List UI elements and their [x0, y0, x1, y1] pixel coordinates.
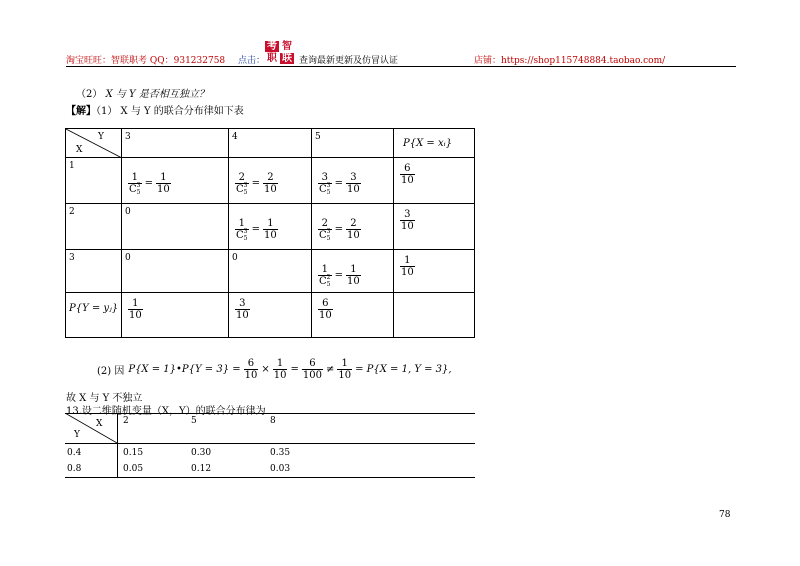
fraction [302, 358, 323, 381]
row-label-cell [66, 250, 122, 293]
frac-num: 6 [322, 298, 329, 309]
fraction [318, 298, 333, 321]
equals-sign: = [144, 178, 154, 189]
prob-expression [318, 218, 361, 241]
table-row [66, 204, 475, 250]
header-verify-text: 查询最新更新及仿冒认证 [299, 56, 399, 66]
eq-lhs: P{X = 1}•P{Y = 3} = [128, 364, 241, 375]
not-equal-sign: ≠ [325, 364, 335, 375]
row-label: 3 [69, 253, 75, 263]
logo-char: 智 [282, 41, 292, 52]
equals-sign: = [334, 224, 344, 235]
corner-x-label: X [76, 145, 83, 155]
corner-cell [66, 129, 122, 158]
frac-num: 1 [160, 172, 167, 183]
table-cell [312, 250, 394, 293]
question-2 [76, 85, 209, 100]
header-contact: 淘宝旺旺：智联职考 QQ：931232758 [66, 56, 226, 66]
shop-url: 店铺：https://shop115748884.taobao.com/ [474, 56, 666, 66]
fraction [263, 218, 278, 241]
table-row [66, 250, 475, 293]
solution-tag: 【解】 [66, 106, 96, 117]
header-divider [66, 66, 736, 67]
conclusion-text: 故 X 与 Y 不独立 [66, 393, 143, 404]
frac-den: 10 [236, 310, 249, 321]
table-cell [122, 158, 229, 204]
fraction [346, 172, 361, 195]
prob-expression [128, 172, 171, 195]
frac-den: 10 [401, 175, 414, 186]
comb-sup: 3 [326, 228, 331, 235]
marginal-y-text: P{Y = yⱼ} [69, 303, 119, 314]
frac-num: 1 [321, 264, 329, 275]
frac-den: 10 [401, 267, 414, 278]
frac-den: 10 [319, 310, 332, 321]
table-cell: 0.03 [270, 464, 291, 474]
table-cell [312, 204, 394, 250]
frac-den: 10 [273, 370, 287, 381]
frac-num: 2 [350, 218, 357, 229]
combination: C 3 5 [129, 182, 141, 196]
comb-sup: 3 [243, 182, 248, 189]
fraction [128, 172, 142, 195]
frac-den [318, 275, 332, 287]
header-click-label: 点击： [238, 56, 266, 66]
cell-value: 0 [125, 207, 131, 217]
table-row [66, 158, 475, 204]
row-label: 0.4 [67, 448, 82, 458]
combination: C 3 5 [236, 228, 248, 242]
comb-sub: 5 [326, 189, 331, 196]
equals-sign: = [290, 364, 299, 375]
equals-sign: = [251, 178, 261, 189]
cell-value: 0 [125, 253, 131, 263]
prob-expression [318, 172, 361, 195]
prob-expression [235, 218, 278, 241]
fraction [400, 209, 415, 232]
frac-den [318, 229, 332, 241]
frac-num: 3 [404, 209, 411, 220]
frac-den [128, 183, 142, 195]
diagonal-line [65, 413, 117, 443]
col-header: 2 [123, 416, 129, 426]
comb-sub: 5 [243, 235, 248, 242]
frac-num: 1 [267, 218, 274, 229]
prob-expression [235, 172, 278, 195]
table-rule [65, 413, 475, 414]
marginal-y-cell [122, 293, 229, 338]
table-vrule [117, 413, 118, 477]
frac-num: 2 [267, 172, 274, 183]
solution-intro [66, 102, 244, 117]
table-cell: 0.30 [191, 448, 212, 458]
corner-x-label: X [96, 419, 103, 429]
row-label: 0.8 [67, 464, 82, 474]
cell-value: 0 [232, 253, 238, 263]
marginal-x-text: P{X = xᵢ} [403, 138, 452, 149]
eq-prefix: (2) 因 [97, 366, 125, 377]
frac-den: 10 [157, 184, 170, 195]
independence-equation [97, 358, 452, 381]
comb-sub: 5 [326, 235, 331, 242]
table-cell: 0.05 [123, 464, 144, 474]
combination: C 3 5 [319, 228, 331, 242]
row-label-cell [66, 158, 122, 204]
frac-den: 100 [302, 370, 322, 381]
equals-sign: = [334, 178, 344, 189]
fraction [128, 298, 143, 321]
col-header: 5 [191, 416, 197, 426]
fraction [400, 163, 415, 186]
fraction [235, 218, 249, 241]
zhilian-logo[interactable] [265, 41, 295, 65]
q2-body: X 与 Y 是否相互独立？ [105, 89, 209, 100]
row-label: 2 [69, 207, 75, 217]
fraction [337, 358, 352, 381]
frac-den: 10 [347, 184, 360, 195]
fraction [318, 172, 332, 195]
fraction [318, 264, 332, 287]
frac-den: 10 [244, 370, 258, 381]
eq-rhs: = P{X = 1, Y = 3}, [355, 364, 452, 375]
fraction [235, 172, 249, 195]
col-header-text: 3 [125, 132, 131, 142]
comb-sup: 3 [326, 182, 331, 189]
col-header: 8 [270, 416, 276, 426]
table-cell [229, 204, 312, 250]
logo-char: 考 [267, 41, 277, 52]
comb-sub: 5 [243, 189, 248, 196]
row-label: 1 [69, 161, 75, 171]
table-cell [312, 158, 394, 204]
frac-num: 3 [321, 172, 329, 183]
frac-num: 1 [350, 264, 357, 275]
table-cell [122, 250, 229, 293]
frac-num: 3 [350, 172, 357, 183]
frac-den: 10 [347, 276, 360, 287]
marginal-y-cell [312, 293, 394, 338]
table-rule [65, 443, 475, 444]
table-cell: 0.12 [191, 464, 212, 474]
marginal-x-cell [394, 158, 475, 204]
frac-num: 6 [309, 358, 316, 369]
frac-num: 1 [404, 255, 411, 266]
table-cell: 0.15 [123, 448, 144, 458]
table-cell [229, 158, 312, 204]
col-header-text: 4 [232, 132, 238, 142]
fraction [263, 172, 278, 195]
row-label-cell [66, 204, 122, 250]
frac-num: 1 [132, 298, 139, 309]
fraction [156, 172, 171, 195]
frac-num: 2 [321, 218, 329, 229]
frac-den: 10 [347, 230, 360, 241]
table-header-row [66, 129, 475, 158]
q2-prefix: （2） [76, 89, 103, 100]
col-header [229, 129, 312, 158]
col-header [122, 129, 229, 158]
frac-num: 2 [238, 172, 246, 183]
frac-num: 3 [239, 298, 246, 309]
col-header-text: 5 [315, 132, 321, 142]
frac-den: 10 [264, 230, 277, 241]
fraction [346, 218, 361, 241]
joint-distribution-table [65, 128, 475, 338]
frac-num: 6 [247, 358, 255, 369]
corner-y-label: Y [98, 132, 104, 142]
table-cell [122, 204, 229, 250]
table-cell: 0.35 [270, 448, 291, 458]
diagonal-line [66, 129, 122, 158]
equals-sign: = [334, 270, 344, 281]
comb-sub: 5 [136, 189, 141, 196]
fraction [244, 358, 259, 381]
prob-expression [318, 264, 361, 287]
fraction [400, 255, 415, 278]
combination: C 3 5 [319, 182, 331, 196]
frac-den: 10 [264, 184, 277, 195]
marginal-x-cell [394, 204, 475, 250]
table-rule [65, 477, 475, 478]
frac-num: 1 [131, 172, 139, 183]
table-cell [229, 250, 312, 293]
marginal-y-row [66, 293, 475, 338]
comb-sup: 2 [326, 274, 331, 281]
problem-13-text: 13.设二维随机变量（X，Y）的联合分布律为 [66, 406, 266, 417]
page-number: 78 [719, 510, 731, 520]
marginal-x-cell [394, 250, 475, 293]
marginal-x-header [394, 129, 475, 158]
fraction [273, 358, 288, 381]
combination: C 2 5 [319, 274, 331, 288]
frac-num: 1 [341, 358, 348, 369]
frac-den: 10 [401, 221, 414, 232]
frac-den: 10 [129, 310, 142, 321]
col-header [312, 129, 394, 158]
frac-den: 10 [338, 370, 352, 381]
frac-den [235, 229, 249, 241]
logo-char: 联 [282, 53, 292, 64]
frac-num: 6 [404, 163, 411, 174]
frac-num: 1 [238, 218, 246, 229]
frac-den [318, 183, 332, 195]
times-sign: × [261, 364, 270, 375]
corner-y-label: Y [74, 430, 80, 440]
header-shop-link[interactable] [474, 53, 665, 66]
empty-cell [394, 293, 475, 338]
combination: C 3 5 [236, 182, 248, 196]
solution-body: （1） X 与 Y 的联合分布律如下表 [96, 106, 244, 117]
comb-sup: 3 [136, 182, 141, 189]
equals-sign: = [251, 224, 261, 235]
comb-sup: 3 [243, 228, 248, 235]
frac-den [235, 183, 249, 195]
fraction [318, 218, 332, 241]
comb-sub: 5 [326, 281, 331, 288]
logo-char: 职 [267, 53, 277, 64]
fraction [235, 298, 250, 321]
marginal-y-cell [229, 293, 312, 338]
marginal-y-label [66, 293, 122, 338]
frac-num: 1 [276, 358, 284, 369]
fraction [346, 264, 361, 287]
